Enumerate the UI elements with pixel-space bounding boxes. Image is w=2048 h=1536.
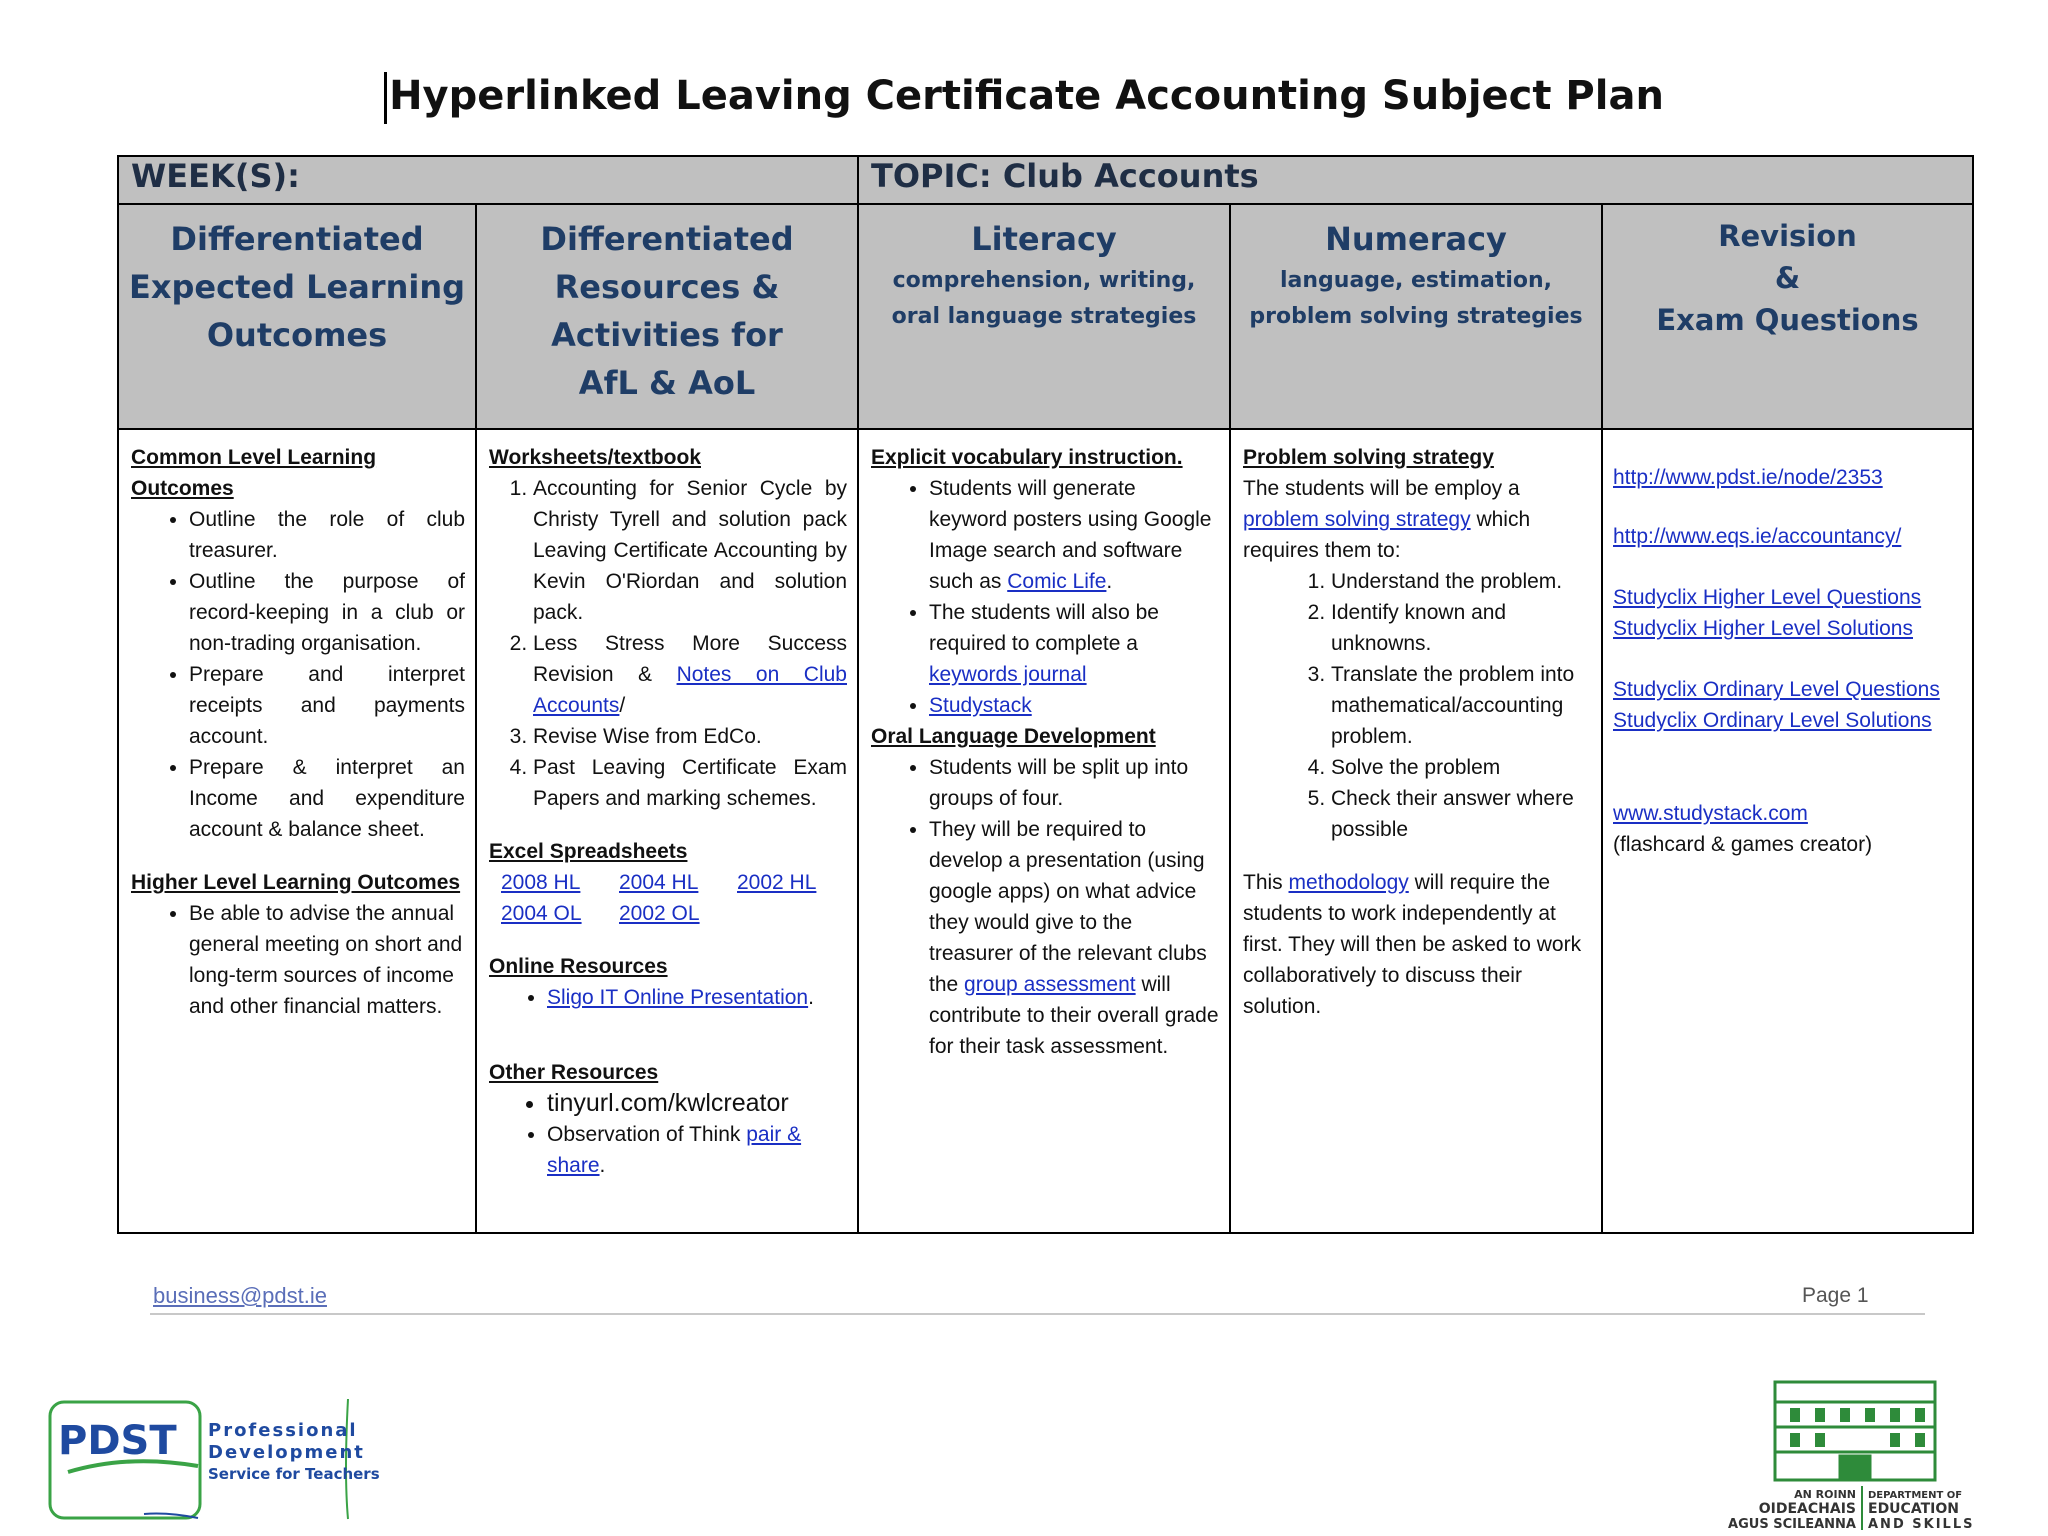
list-item-text: They will be required to develop a presentation (using google apps) on what advice they would give to the treasurer of the relevant clubs the [929, 818, 1207, 996]
list-item: • Prepare & interpret an Income and expenditure account & balance sheet. [189, 752, 465, 845]
common-level-list [131, 504, 465, 845]
list-item-text: Less Stress More Success Revision & [533, 632, 847, 686]
learning-outcomes-cell [118, 429, 476, 1233]
dept-english-line: AND SKILLS [1868, 1517, 1975, 1532]
subject-plan-table [117, 155, 1974, 1234]
methodology-link[interactable]: methodology [1288, 871, 1409, 894]
list-item-text: The students will also be required to complete a [929, 601, 1159, 655]
eqs-accountancy-link[interactable]: http://www.eqs.ie/accountancy/ [1613, 525, 1902, 548]
list-item: • tinyurl.com/kwlcreator [547, 1088, 847, 1119]
building-icon [1775, 1382, 1935, 1480]
revision-cell [1602, 429, 1973, 1233]
header-line: Differentiated [540, 220, 794, 258]
studystack-link[interactable]: Studystack [929, 694, 1032, 717]
list-item: 4. Solve the problem [1331, 752, 1591, 783]
excel-2004-hl-link[interactable]: 2004 HL [619, 871, 699, 894]
column-header-row [118, 204, 1973, 429]
paragraph-text: The students will be employ a [1243, 477, 1520, 500]
pdst-name-line: Service for Teachers [208, 1465, 380, 1483]
list-item: 4. Past Leaving Certificate Exam Papers and marking schemes. [533, 752, 847, 814]
list-item [929, 597, 1219, 690]
header-line: Resources & [554, 268, 780, 306]
numeracy-cell [1230, 429, 1602, 1233]
studyclix-higher-questions-link[interactable]: Studyclix Higher Level Questions [1613, 586, 1922, 609]
header-line: Differentiated [170, 220, 424, 258]
notes-on-club-accounts-link[interactable]: Notes on Club Accounts [533, 663, 847, 717]
vocabulary-heading: Explicit vocabulary instruction. [871, 446, 1183, 469]
week-topic-row [118, 156, 1973, 204]
header-line: & [1774, 261, 1801, 295]
list-item [547, 982, 847, 1013]
studyclix-ordinary-solutions-link[interactable]: Studyclix Ordinary Level Solutions [1613, 709, 1932, 732]
pdst-node-link[interactable]: http://www.pdst.ie/node/2353 [1613, 466, 1883, 489]
header-line: Exam Questions [1656, 303, 1919, 337]
document-title [0, 72, 2048, 124]
higher-level-heading: Higher Level Learning Outcomes [131, 871, 461, 894]
keywords-journal-link[interactable]: keywords journal [929, 663, 1087, 686]
list-item: 5. Check their answer where possible [1331, 783, 1591, 845]
studyclix-higher-solutions-link[interactable]: Studyclix Higher Level Solutions [1613, 617, 1913, 640]
group-assessment-link[interactable]: group assessment [964, 973, 1136, 996]
online-resources-list [489, 982, 847, 1013]
studystack-website-link[interactable]: www.studystack.com [1613, 802, 1808, 825]
excel-links [489, 867, 847, 929]
literacy-cell [858, 429, 1230, 1233]
dept-irish-line: AGUS SCILEANNA [1728, 1517, 1856, 1532]
excel-2004-ol-link[interactable]: 2004 OL [501, 902, 582, 925]
text-cursor [384, 72, 387, 124]
vocabulary-list [871, 473, 1219, 721]
header-revision [1602, 204, 1973, 429]
list-item [547, 1119, 847, 1181]
online-resources-heading: Online Resources [489, 955, 668, 978]
content-row [118, 429, 1973, 1233]
excel-2002-hl-link[interactable]: 2002 HL [737, 871, 817, 894]
list-item: • Be able to advise the annual general meeting on short and long-term sources of income and other financial matters. [189, 898, 465, 1022]
header-learning-outcomes [118, 204, 476, 429]
list-item: • Students will be split up into groups of four. [929, 752, 1219, 814]
footer-divider [150, 1313, 1925, 1315]
header-line: Outcomes [206, 316, 388, 354]
list-item-text: . [808, 986, 814, 1009]
header-subline: comprehension, writing, [892, 268, 1196, 293]
topic-cell [858, 156, 1973, 204]
header-line: Expected Learning [128, 268, 466, 306]
header-line: Activities for [551, 316, 783, 354]
list-item: 2. Identify known and unknowns. [1331, 597, 1591, 659]
dept-irish-line: AN ROINN [1794, 1488, 1856, 1501]
resources-cell [476, 429, 858, 1233]
dept-english-line: DEPARTMENT OF [1868, 1490, 1963, 1501]
pdst-mark: PDST [58, 1418, 177, 1464]
problem-solving-steps [1243, 566, 1591, 845]
topic-label: TOPIC: Club Accounts [871, 157, 1259, 195]
higher-level-list [131, 898, 465, 1022]
list-item-text: . [599, 1154, 606, 1177]
list-item [929, 690, 1219, 721]
header-resources-activities [476, 204, 858, 429]
page-number: Page 1 [1802, 1284, 1869, 1307]
paragraph-text: which requires them to: [1243, 508, 1531, 562]
pdst-logo [48, 1394, 380, 1524]
list-item-text: Observation of Think [547, 1123, 747, 1146]
list-item-text: will contribute to their overall grade for their task assessment. [929, 973, 1219, 1058]
header-line: Numeracy [1325, 220, 1507, 258]
list-item [929, 814, 1219, 1062]
list-item: 3. Revise Wise from EdCo. [533, 721, 847, 752]
list-item: 1. Accounting for Senior Cycle by Christy Tyrell and solution pack Leaving Certificate Accounting by Kevin O'Riordan and solution pack. [533, 473, 847, 628]
studyclix-ordinary-questions-link[interactable]: Studyclix Ordinary Level Questions [1613, 678, 1940, 701]
methodology-paragraph [1243, 867, 1591, 1022]
studystack-note: (flashcard & games creator) [1613, 833, 1873, 856]
oral-language-heading: Oral Language Development [871, 725, 1156, 748]
comic-life-link[interactable]: Comic Life [1007, 570, 1107, 593]
sligo-it-presentation-link[interactable]: Sligo IT Online Presentation [547, 986, 809, 1009]
worksheets-heading: Worksheets/textbook [489, 446, 701, 469]
common-level-heading: Common Level Learning Outcomes [131, 446, 377, 500]
other-resources-heading: Other Resources [489, 1061, 659, 1084]
paragraph-text: This [1243, 871, 1289, 894]
pdst-name-line: Development [208, 1442, 365, 1463]
header-literacy [858, 204, 1230, 429]
pdst-name-line: Professional [208, 1420, 358, 1441]
excel-2008-hl-link[interactable]: 2008 HL [501, 871, 581, 894]
dept-irish-line: OIDEACHAIS [1758, 1501, 1856, 1517]
header-line: Revision [1718, 219, 1857, 253]
problem-solving-intro [1243, 473, 1591, 566]
excel-2002-ol-link[interactable]: 2002 OL [619, 902, 700, 925]
list-item-text: . [1106, 570, 1113, 593]
weeks-cell [118, 156, 858, 204]
header-subline: oral language strategies [891, 304, 1197, 329]
header-line: AfL & AoL [578, 364, 756, 402]
problem-solving-strategy-link[interactable]: problem solving strategy [1243, 508, 1471, 531]
list-item: • Prepare and interpret receipts and payments account. [189, 659, 465, 752]
pair-and-share-link[interactable]: pair & share [547, 1123, 802, 1177]
oral-language-list [871, 752, 1219, 1062]
list-item-text: Students will generate keyword posters using Google Image search and software such as [929, 477, 1212, 593]
list-item [533, 628, 847, 721]
paragraph-text: will require the students to work independently at first. They will then be asked to work collaboratively to discuss their solution. [1243, 871, 1582, 1018]
problem-solving-heading: Problem solving strategy [1243, 446, 1494, 469]
worksheets-list [489, 473, 847, 814]
header-subline: problem solving strategies [1249, 304, 1583, 329]
excel-heading: Excel Spreadsheets [489, 840, 688, 863]
list-item: • Outline the purpose of record-keeping in a club or non-trading organisation. [189, 566, 465, 659]
list-item [929, 473, 1219, 597]
list-item: 3. Translate the problem into mathematical/accounting problem. [1331, 659, 1591, 752]
footer-email-link[interactable]: business@pdst.ie [153, 1283, 327, 1308]
weeks-label: WEEK(S): [131, 157, 300, 195]
header-line: Literacy [971, 220, 1117, 258]
dept-english-line: EDUCATION [1868, 1501, 1959, 1517]
header-subline: language, estimation, [1279, 268, 1553, 293]
list-item: • Outline the role of club treasurer. [189, 504, 465, 566]
other-resources-list [489, 1088, 847, 1181]
document-title-text: Hyperlinked Leaving Certificate Accounting Subject Plan [389, 73, 1664, 119]
list-item-text: / [619, 694, 626, 717]
list-item: 1. Understand the problem. [1331, 566, 1591, 597]
department-education-logo [1690, 1372, 2030, 1532]
header-numeracy [1230, 204, 1602, 429]
